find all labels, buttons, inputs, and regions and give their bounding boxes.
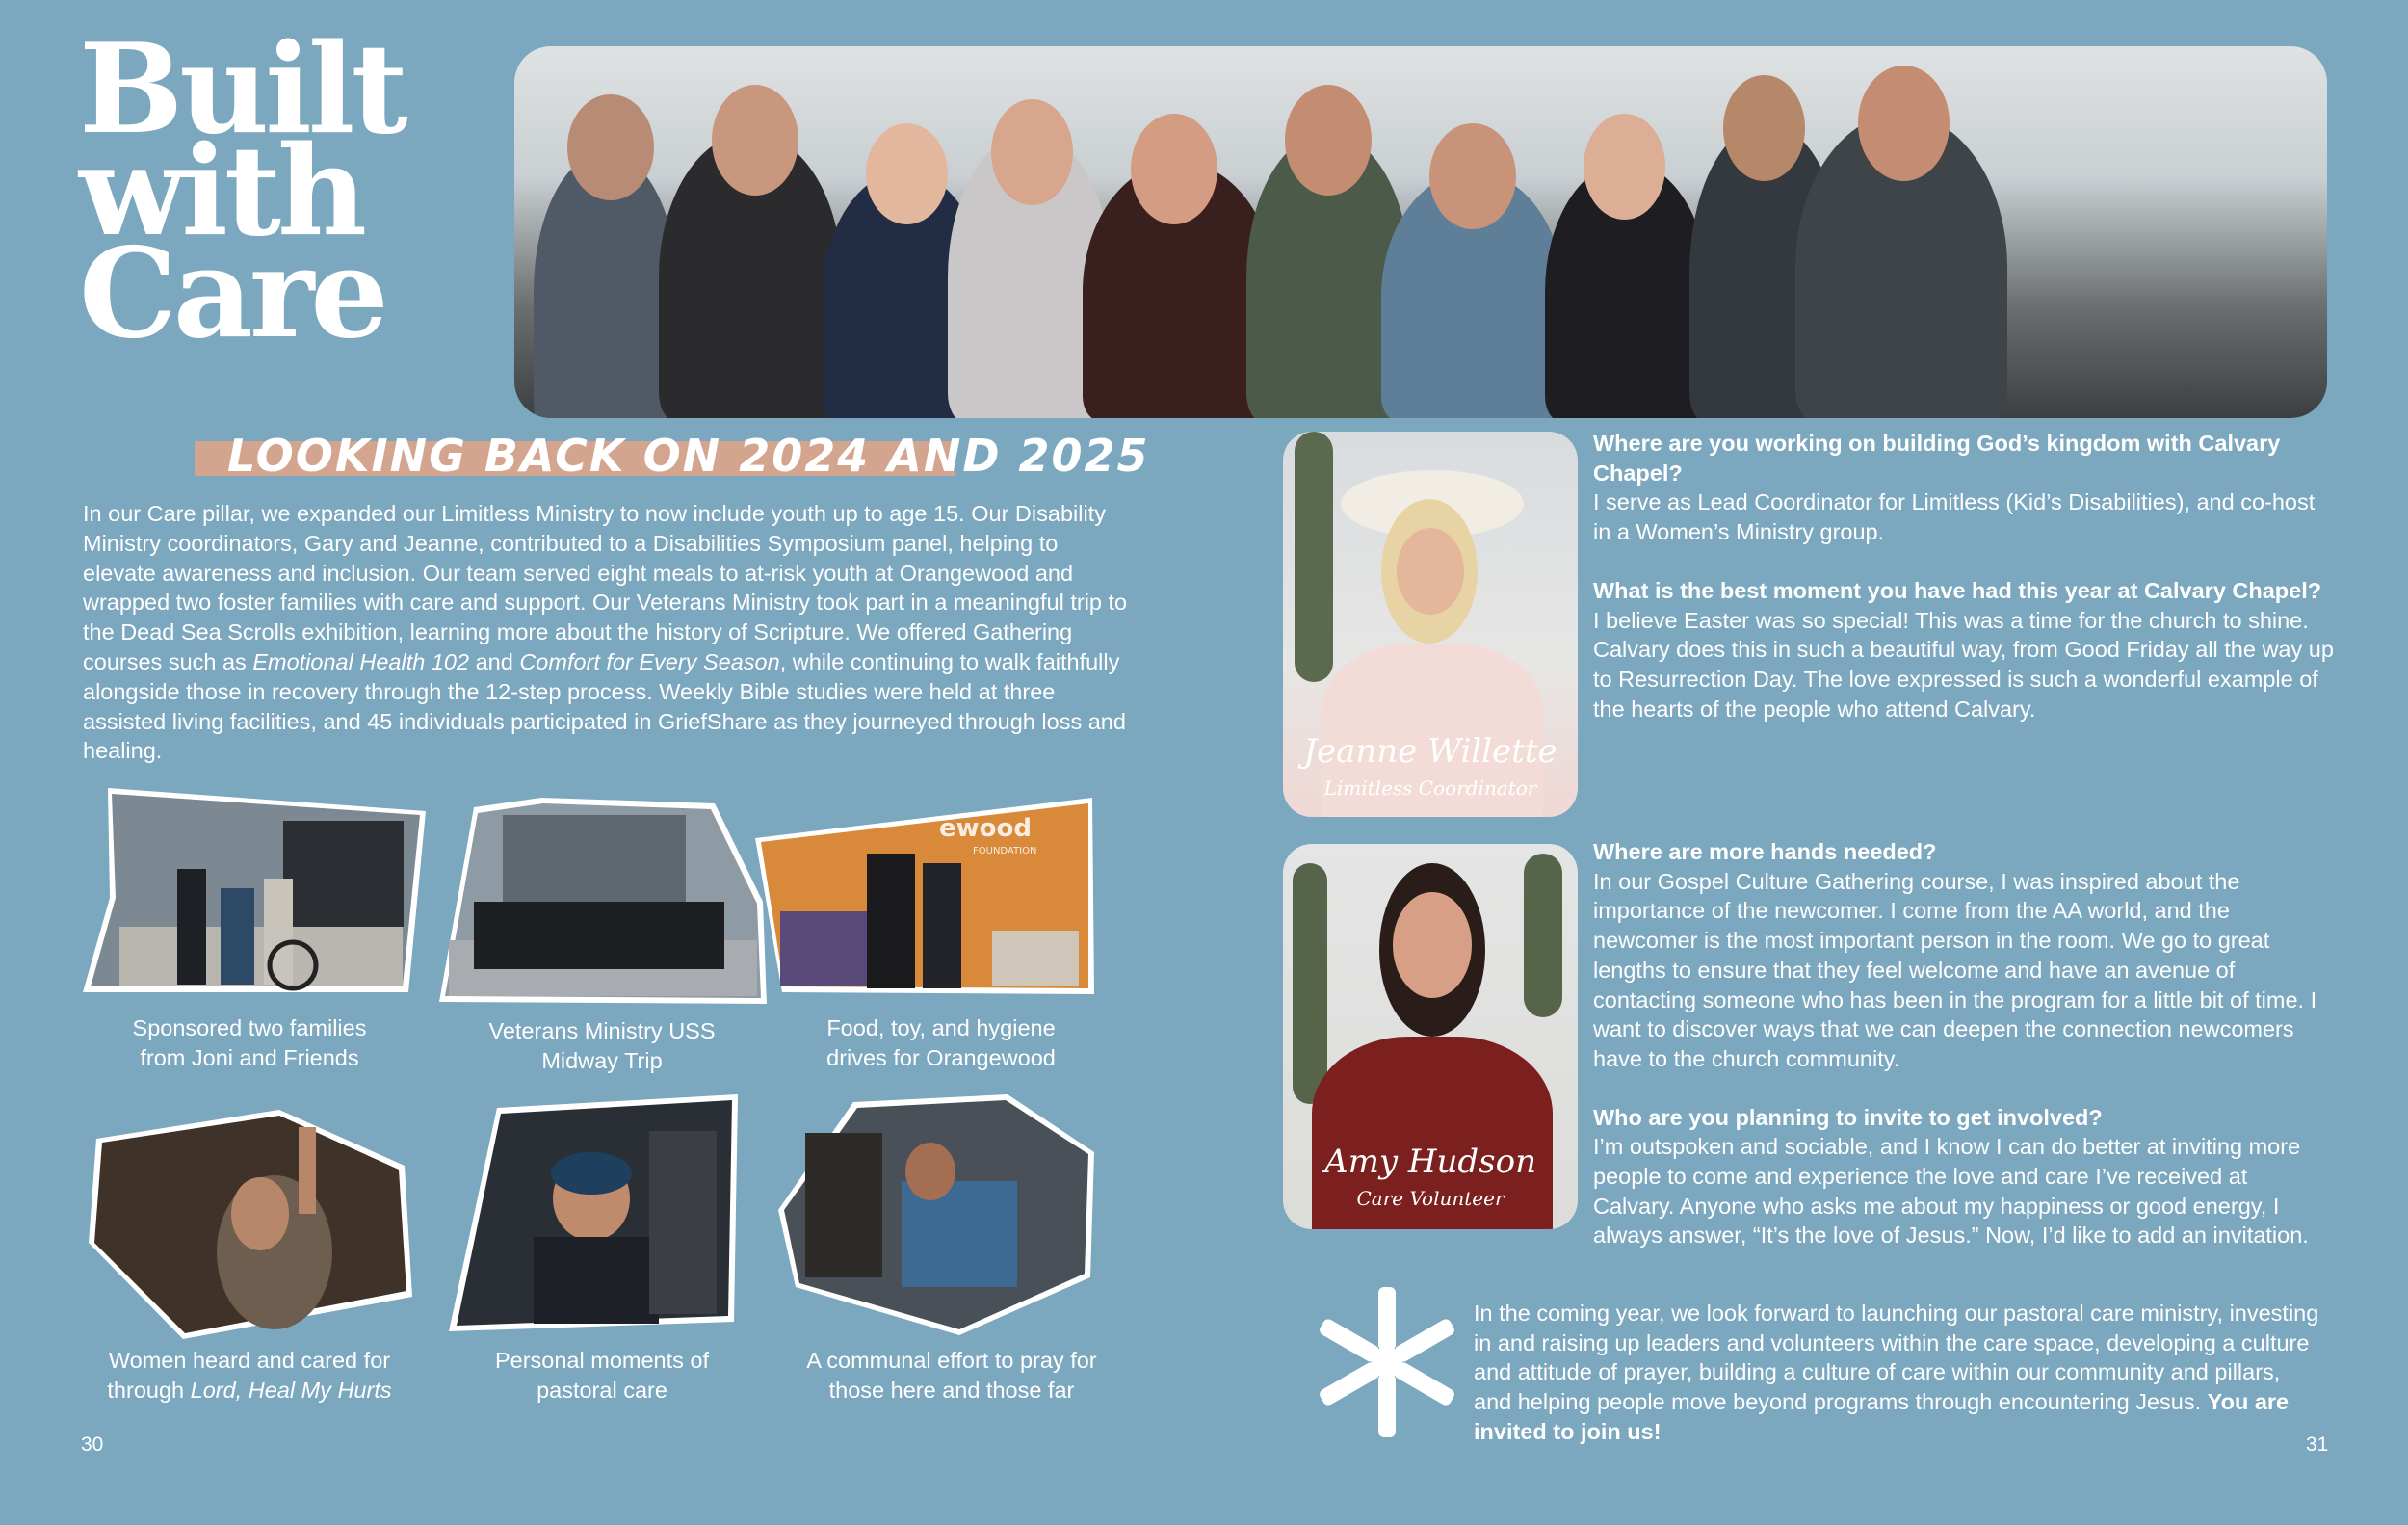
profile-photo-amy <box>1283 844 1578 1229</box>
signature-name-amy: Amy Hudson <box>1324 1143 1536 1181</box>
caption-line: Personal moments of <box>494 1348 710 1373</box>
intro-text-and: and <box>469 648 520 674</box>
caption-communal-prayer <box>778 1346 1125 1405</box>
answer: I believe Easter was so special! This was a time for the church to shine. Calvary does this in such a beautiful way, from Good Friday all the way up to Resurrection Day. The love expressed is such a wonderful example of the hearts of the people who attend Calvary. <box>1593 607 2334 722</box>
asterisk-icon <box>1306 1285 1468 1439</box>
caption-line: Food, toy, and hygiene <box>826 1015 1056 1040</box>
caption-line: those here and those far <box>828 1377 1075 1403</box>
question: Where are more hands needed? <box>1593 839 1937 864</box>
signature-role-amy: Care Volunteer <box>1356 1187 1505 1210</box>
photo-uss-midway <box>435 796 767 1006</box>
photo-pastoral-care <box>447 1092 740 1333</box>
page-headline <box>79 17 405 366</box>
caption-line: Women heard and cared for <box>108 1348 391 1373</box>
caption-joni-and-friends <box>83 1013 416 1072</box>
caption-line: drives for Orangewood <box>826 1044 1056 1070</box>
team-group-photo <box>514 46 2327 418</box>
course-emotional-health: Emotional Health 102 <box>252 648 470 674</box>
page-number-right: 31 <box>2306 1433 2329 1456</box>
caption-orangewood <box>776 1013 1106 1072</box>
caption-line: Midway Trip <box>541 1047 663 1073</box>
answer: I’m outspoken and sociable, and I know I can do better at inviting more people to come and experience the love and care I’ve received at Calvary. Anyone who asks me about my happiness or good energy, I always answer, “It’s the love of Jesus.” Now, I’d like to add an invitation. <box>1593 1134 2309 1249</box>
caption-line: through <box>107 1377 191 1403</box>
page-number-left: 30 <box>81 1433 104 1456</box>
signature-name-jeanne: Jeanne Willette <box>1303 732 1557 771</box>
caption-line: Veterans Ministry USS <box>488 1018 716 1043</box>
question: Where are you working on building God’s kingdom with Calvary Chapel? <box>1593 431 2281 486</box>
closing-text: In the coming year, we look forward to launching our pastoral care ministry, investing in and raising up leaders and volunteers within the care space, developing a culture and attitude of prayer, building a culture of care within our community and pillars, and helping people move beyond programs through encountering Jesus. <box>1474 1301 2319 1415</box>
intro-text-part-1: In our Care pillar, we expanded our Limitless Ministry to now include youth up to age 15. Our Disability Ministry coordinators, Gary and Jeanne, contributed to a Disabilities Symposium panel, helping to elevate awareness and inclusion. Our team served eight meals to at-risk youth at Orangewood and wrapped two foster families with care and support. Our Veterans Ministry took part in a meaningful trip to the Dead Sea Scrolls exhibition, learning more about the history of Scripture. We offered Gathering courses such as <box>83 501 1128 674</box>
caption-pastoral-care <box>437 1346 767 1405</box>
caption-line: Sponsored two families <box>132 1015 367 1040</box>
qa-block-amy <box>1593 837 2335 1250</box>
photo-joni-and-friends <box>81 782 430 996</box>
intro-paragraph <box>83 499 1133 766</box>
caption-uss-midway <box>437 1016 767 1075</box>
headline-line-3: Care <box>79 222 385 366</box>
question: Who are you planning to invite to get involved? <box>1593 1104 2103 1130</box>
caption-line: pastoral care <box>537 1377 667 1403</box>
headline-line-2: with <box>79 119 363 264</box>
photo-women-heard <box>87 1108 414 1341</box>
course-comfort-for-every-season: Comfort for Every Season <box>519 648 780 674</box>
closing-paragraph <box>1474 1299 2321 1447</box>
headline-line-1: Built <box>79 17 405 162</box>
photo-communal-prayer <box>776 1094 1098 1337</box>
signature-role-jeanne: Limitless Coordinator <box>1323 776 1537 800</box>
answer: I serve as Lead Coordinator for Limitless (Kid’s Disabilities), and co-host in a Women’s Ministry group. <box>1593 489 2316 545</box>
answer: In our Gospel Culture Gathering course, I was inspired about the importance of the newcomer. I come from the AA world, and the newcomer is the most important person in the room. We go to great lengths to ensure that they feel welcome and have an avenue of contacting someone who has been in the program for a little bit of time. I want to discover ways that we can deepen the connection newcomers have to the church community. <box>1593 868 2317 1071</box>
qa-block-jeanne <box>1593 429 2335 723</box>
team-members-figures <box>514 114 2327 418</box>
profile-photo-jeanne <box>1283 432 1578 817</box>
closing-invitation: You are invited to join us! <box>1474 1389 2290 1444</box>
intro-text-part-2: , while continuing to walk faithfully alongside those in recovery through the 12-step process. Weekly Bible studies were held at three assisted living facilities, and 45 individuals participated in GriefShare as they journeyed through loss and healing. <box>83 648 1126 764</box>
section-banner-title: LOOKING BACK ON 2024 AND 2025 <box>227 430 1150 482</box>
caption-line: A communal effort to pray for <box>806 1348 1097 1373</box>
caption-em-lord-heal-my-hurts: Lord, Heal My Hurts <box>190 1377 392 1403</box>
sign-wood-text: ewood <box>939 814 1032 843</box>
question: What is the best moment you have had this year at Calvary Chapel? <box>1593 577 2322 603</box>
sign-foundation-text: FOUNDATION <box>973 846 1037 856</box>
caption-line: from Joni and Friends <box>140 1044 359 1070</box>
caption-women-heard <box>83 1346 416 1405</box>
photo-orangewood-drives <box>751 796 1096 996</box>
